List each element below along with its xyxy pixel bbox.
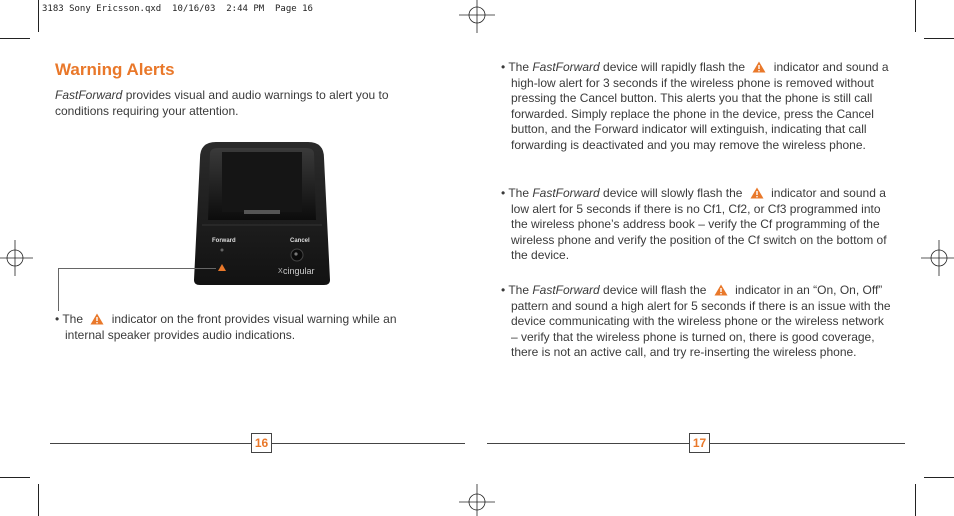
crop-mark-top-right-h	[924, 38, 954, 39]
device-label-forward: Forward	[212, 238, 236, 244]
bullet-text-before-icon: device will slowly flash the	[599, 186, 743, 200]
crop-mark-bottom-right-h	[924, 477, 954, 478]
bullet-prefix: • The	[501, 186, 533, 200]
registration-mark-icon	[459, 484, 495, 516]
device-label-cancel: Cancel	[290, 238, 310, 244]
bullet-text-after-icon: indicator and sound a high-low alert for 3 seconds if the wireless phone is removed without pressing the Cancel button. This alerts you that the phone is still call forwarded. Simply replace the phone in the device, press the Cancel button, and the Forward indicator will extinguish, indicating that call forwarding is deactivated and you may remove the wireless phone.	[511, 60, 889, 152]
left-bullet-item	[55, 312, 435, 343]
crop-mark-bottom-left-v	[38, 484, 39, 516]
registration-mark-icon	[0, 240, 33, 276]
registration-mark-icon	[921, 240, 954, 276]
warning-triangle-icon	[90, 313, 104, 325]
cingular-logo-icon: cingular	[283, 266, 315, 276]
right-bullet-item-1	[501, 60, 893, 153]
right-bullet-item-2	[501, 186, 893, 264]
right-bullet-item-3	[501, 283, 893, 361]
bullet-text-after-icon: indicator and sound a low alert for 5 seconds if there is no Cf1, Cf2, or Cf3 programmed into the wireless phone’s address book – verify the Cf programming of the wireless phone and verify the position of the Cf switch on the bottom of the device.	[511, 186, 887, 262]
page-number-right: 17	[689, 433, 710, 453]
crop-mark-bottom-left-h	[0, 477, 30, 478]
warning-triangle-icon	[752, 61, 766, 73]
warning-triangle-icon	[750, 187, 764, 199]
crop-mark-top-left-h	[0, 38, 30, 39]
intro-text: provides visual and audio warnings to alert you to conditions requiring your attention.	[55, 88, 389, 118]
bullet-text-before-icon: device will rapidly flash the	[599, 60, 746, 74]
printer-slug-line: 3183 Sony Ericsson.qxd 10/16/03 2:44 PM Page 16	[42, 4, 313, 14]
crop-mark-top-right-v	[915, 0, 916, 32]
warning-triangle-icon	[714, 284, 728, 296]
crop-mark-bottom-right-v	[915, 484, 916, 516]
page-number-left: 16	[251, 433, 272, 453]
callout-line-vertical	[58, 268, 59, 311]
bullet-text: indicator on the front provides visual warning while an internal speaker provides audio indications.	[65, 312, 397, 342]
bullet-text-before-icon: device will flash the	[599, 283, 707, 297]
fastforward-device-illustration	[192, 140, 332, 286]
intro-paragraph	[55, 88, 435, 119]
svg-text:X: X	[278, 268, 283, 275]
brand-name: FastForward	[532, 283, 600, 297]
brand-name: FastForward	[55, 88, 123, 102]
brand-name: FastForward	[532, 60, 600, 74]
callout-line-horizontal	[58, 268, 216, 269]
brand-name: FastForward	[532, 186, 600, 200]
registration-mark-icon	[459, 0, 495, 33]
bullet-prefix: • The	[501, 60, 533, 74]
bullet-prefix: • The	[55, 312, 83, 326]
bullet-text-after-icon: indicator in an “On, On, Off” pattern and sound a high alert for 5 seconds if there is an issue with the device communicating with the wireless phone or the wireless network – verify that the wireless phone is turned on, there is good coverage, there is not an active call, and try re-inserting the wireless phone.	[511, 283, 891, 359]
page-heading: Warning Alerts	[55, 60, 175, 79]
bullet-prefix: • The	[501, 283, 533, 297]
crop-mark-top-left-v	[38, 0, 39, 32]
